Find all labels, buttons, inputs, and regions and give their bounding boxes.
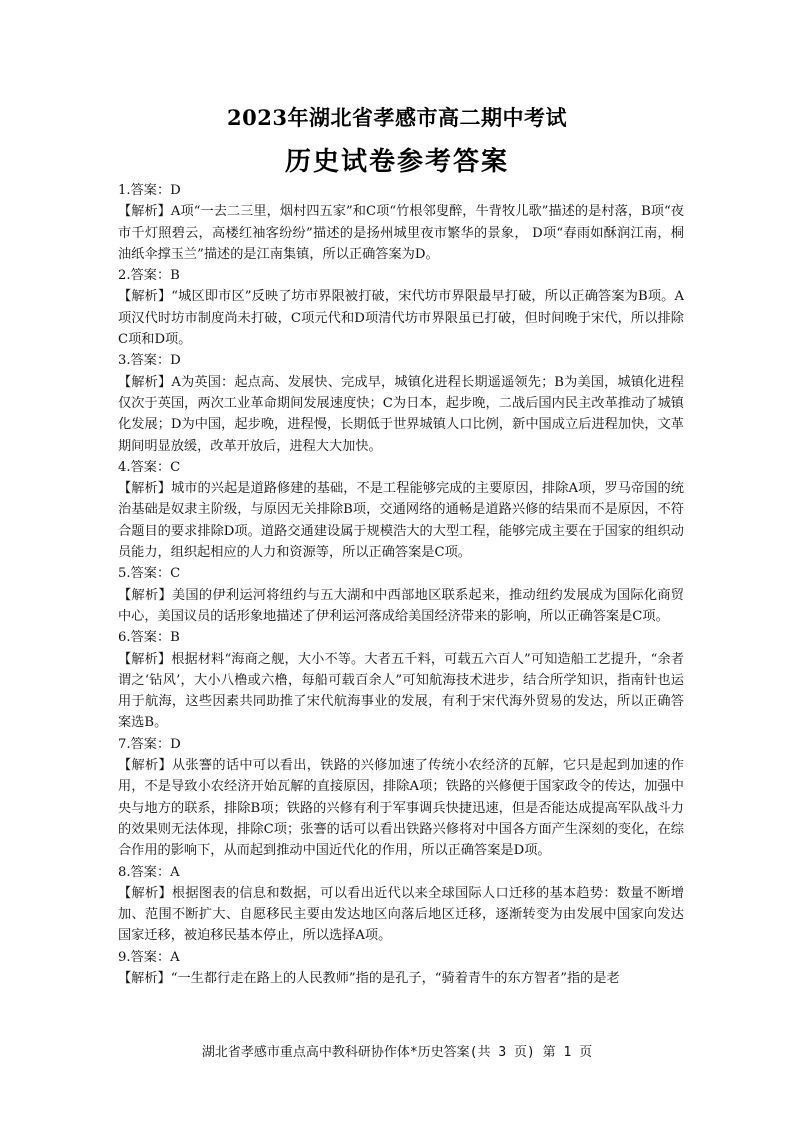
question-block xyxy=(118,350,684,456)
question-block xyxy=(118,947,684,990)
question-answer: 1.答案：D xyxy=(118,183,181,198)
question-analysis: 【解析】从张謇的话中可以看出，铁路的兴修加速了传统小农经济的瓦解，它只是起到加速的作用，不是导致小农经济开始瓦解的直接原因，排除A项；铁路的兴修便于国家政令的传达，加强中央与地方的联系，排除B项；铁路的兴修有利于军事调兵快捷迅速，但是否能达成提高军队战斗力的效果则无法体现，排除C项；张謇的话可以看出铁路兴修将对中国各方面产生深刻的变化，在综合作用的影响下，从而起到推动中国近代化的作用，所以正确答案是D项。 xyxy=(118,758,684,859)
question-analysis: 【解析】根据图表的信息和数据，可以看出近代以来全球国际人口迁移的基本趋势：数量不断增加、范围不断扩大、自愿移民主要由发达地区向落后地区迁移，逐渐转变为由发展中国家向发达国家迁移，被迫移民基本停止，所以选择A项。 xyxy=(118,885,684,944)
question-answer: 5.答案：C xyxy=(118,566,181,582)
question-analysis: 【解析】根据材料“海商之舰，大小不等。大者五千料，可载五六百人”可知造船工艺提升，“余者谓之‘钻风’，大小八橹或六橹，每船可载百余人”可知航海技术进步，结合所学知识，指南针也运用于航海，这些因素共同助推了宋代航海事业的发展，有利于宋代海外贸易的发达，所以正确答案选B。 xyxy=(118,651,684,731)
question-block xyxy=(118,563,684,627)
question-answer: 9.答案：A xyxy=(118,949,180,965)
question-answer: 2.答案：B xyxy=(118,268,180,284)
question-answer: 4.答案：C xyxy=(118,459,181,475)
answer-content xyxy=(118,180,684,989)
question-analysis: 【解析】A项“一去二三里，烟村四五家”和C项“竹根邻叟醉，牛背牧儿歌”描述的是村落，B项“夜市千灯照碧云，高楼红袖客纷纷”描述的是扬州城里夜市繁华的景象， D项“春雨如酥润江南，桐油纸伞撑玉兰”描述的是江南集镇，所以正确答案为D。 xyxy=(118,204,684,262)
question-answer: 8.答案：A xyxy=(118,864,180,880)
page-footer: 湖北省孝感市重点高中教科研协作体*历史答案(共 3 页) 第 1 页 xyxy=(201,1045,593,1060)
page-subtitle: 历史试卷参考答案 xyxy=(284,147,509,177)
question-block xyxy=(118,180,684,265)
question-analysis: 【解析】A为英国：起点高、发展快、完成早，城镇化进程长期遥遥领先；B为美国，城镇化进程仅次于英国，两次工业革命期间发展速度快；C为日本，起步晚，二战后国内民主改革推动了城镇化发展；D为中国，起步晚，进程慢，长期低于世界城镇人口比例，新中国成立后进程加快，文革期间明显放缓，改革开放后，进程大大加快。 xyxy=(118,374,684,454)
question-analysis: 【解析】“城区即市区”反映了坊市界限被打破，宋代坊市界限最早打破，所以正确答案为B项。A项汉代时坊市制度尚未打破，C项元代和D项清代坊市界限虽已打破，但时间晚于宋代，所以排除C项和D项。 xyxy=(118,289,684,348)
question-analysis: 【解析】城市的兴起是道路修建的基础，不是工程能够完成的主要原因，排除A项，罗马帝国的统治基础是奴隶主阶级，与原因无关排除B项，交通网络的通畅是道路兴修的结果而不是原因，不符合题目的要求排除D项。道路交通建设属于规模浩大的大型工程，能够完成主要在于国家的组织动员能力，组织起相应的人力和资源等，所以正确答案是C项。 xyxy=(118,481,684,561)
question-block xyxy=(118,862,684,947)
question-analysis: 【解析】美国的伊利运河将纽约与五大湖和中西部地区联系起来，推动纽约发展成为国际化商贸中心，美国议员的话形象地描述了伊利运河落成给美国经济带来的影响，所以正确答案是C项。 xyxy=(118,587,684,624)
question-block xyxy=(118,265,684,350)
question-block xyxy=(118,734,684,862)
question-block xyxy=(118,627,684,733)
question-answer: 3.答案：D xyxy=(118,353,181,369)
page-title: 2023年湖北省孝感市高二期中考试 xyxy=(227,105,567,130)
question-block xyxy=(118,457,684,563)
question-answer: 7.答案：D xyxy=(118,736,181,752)
question-analysis: 【解析】“一生都行走在路上的人民教师”指的是孔子，“骑着青牛的东方智者”指的是老 xyxy=(118,970,620,986)
question-answer: 6.答案：B xyxy=(118,630,180,646)
